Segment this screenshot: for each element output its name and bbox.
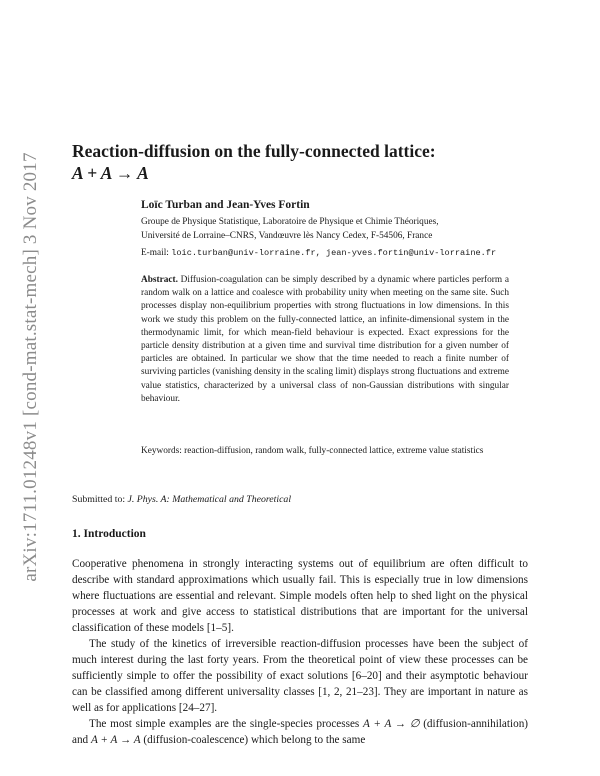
submitted-to (72, 494, 291, 505)
introduction-body (72, 556, 528, 748)
paragraph-3 (72, 716, 528, 748)
email-line (141, 248, 541, 258)
affiliation-line-2: Université de Lorraine–CNRS, Vandœuvre lès Nancy Cedex, F-54506, France (141, 231, 433, 241)
paragraph-3-part-c: (diffusion-coalescence) which belong to the same (143, 734, 366, 746)
paper-title (72, 140, 542, 184)
math-annihilation: A + A → ∅ (363, 718, 420, 730)
abstract (141, 274, 509, 406)
abstract-label: Abstract. (141, 275, 178, 285)
math-coalescence: A + A → A (90, 734, 141, 746)
arxiv-identifier: arXiv:1711.01248v1 [cond-mat.stat-mech] 3 Nov 2017 (20, 152, 41, 582)
journal-name: J. Phys. A: Mathematical and Theoretical (127, 494, 292, 505)
email-addresses[interactable]: loic.turban@univ-lorraine.fr, jean-yves.fortin@univ-lorraine.fr (171, 248, 497, 258)
paragraph-3-part-b: (diffusion-annihilation) and (72, 718, 529, 746)
title-line-1: Reaction-diffusion on the fully-connected lattice: (72, 141, 436, 161)
paragraph-2: The study of the kinetics of irreversible reaction-diffusion processes have been the subject of much interest during the last forty years. From the theoretical point of view these processes can be sufficiently simple to offer the possibility of exact solutions [6–20] and their asymptotic behaviour can be classified among different universality classes [1, 2, 21–23]. They are important in nature as well as for applications [24–27]. (72, 638, 528, 714)
arxiv-sidebar (16, 132, 46, 602)
title-line-2: A + A → A (72, 163, 149, 183)
paragraph-1: Cooperative phenomena in strongly interacting systems out of equilibrium are often difficult to describe with standard approximations which usually fail. This is especially true in low dimensions where fluctuations are essential and relevant. Simple models often help to shed light on the physical processes at work and give access to statistical distributions that are important for the universal classification of these models [1–5]. (72, 558, 528, 634)
email-label: E-mail: (141, 248, 169, 258)
paragraph-3-part-a: The most simple examples are the single-species processes (89, 718, 360, 730)
affiliation (141, 215, 541, 243)
authors: Loïc Turban and Jean-Yves Fortin (141, 199, 310, 211)
keywords: Keywords: reaction-diffusion, random walk, fully-connected lattice, extreme value statistics (141, 446, 484, 456)
submitted-label: Submitted to: (72, 494, 126, 505)
section-heading: 1. Introduction (72, 528, 146, 540)
affiliation-line-1: Groupe de Physique Statistique, Laboratoire de Physique et Chimie Théoriques, (141, 217, 439, 227)
abstract-text: Diffusion-coagulation can be simply described by a dynamic where particles perform a random walk on a lattice and coalesce with probability unity when meeting on the same site. Such processes display non-equilibrium properties with strong fluctuations in low dimensions. In this work we study this problem on the fully-connected lattice, an infinite-dimensional system in the thermodynamic limit, for which mean-field behaviour is expected. Exact expressions for the particle density distribution at a given time and survival time distribution for a given number of particles are obtained. In particular we show that the time needed to reach a finite number of surviving particles (vanishing density in the scaling limit) displays strong fluctuations and extreme value statistics, characterized by a universal class of non-Gaussian distributions with singular behaviour. (141, 275, 509, 404)
